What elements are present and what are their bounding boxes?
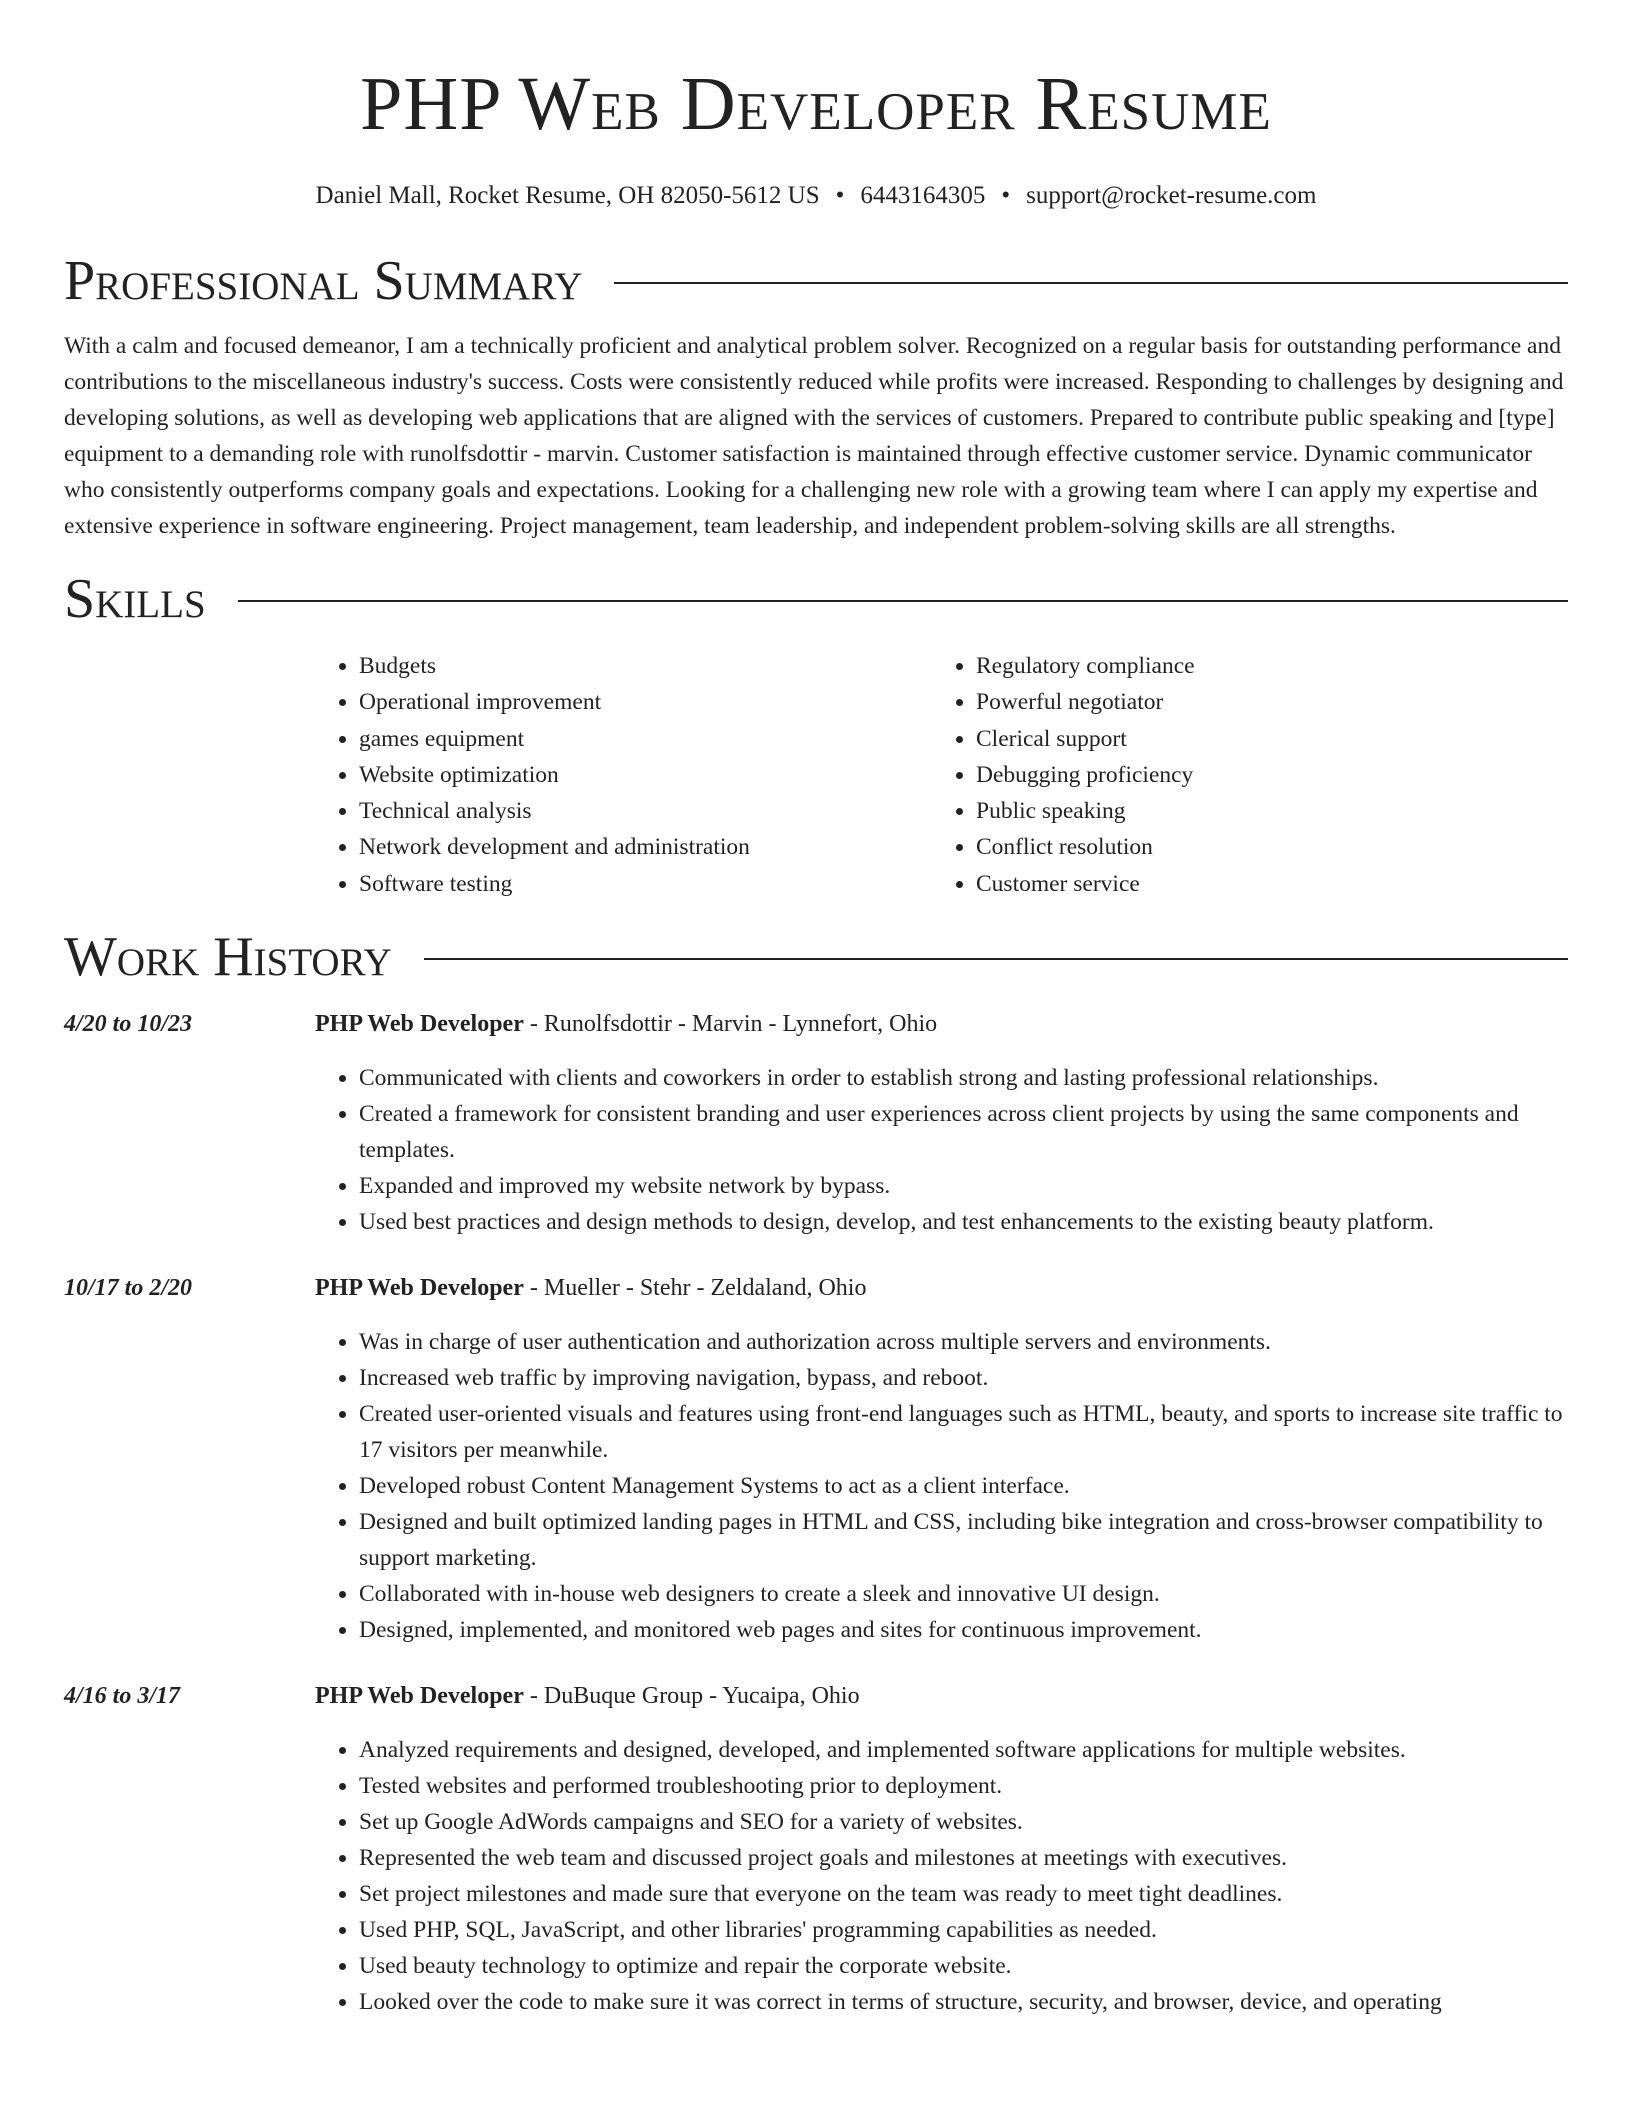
job-bullets [315,1732,1568,2020]
contact-address: Daniel Mall, Rocket Resume, OH 82050-5612 US [315,182,820,209]
job-bullet: • Communicated with clients and coworkers in order to establish strong and lasting professional relationships. [359,1060,1568,1096]
contact-phone: 6443164305 [860,182,986,209]
job-title: PHP Web Developer [315,1011,524,1038]
job-bullets [315,1324,1568,1648]
skills-section-header [64,564,1568,634]
job-bullet: • Set up Google AdWords campaigns and SEO for a variety of websites. [359,1804,1568,1840]
job-heading [315,1270,1568,1306]
job-bullet: • Developed robust Content Management Systems to act as a client interface. [359,1468,1568,1504]
job-bullet: • Designed and built optimized landing pages in HTML and CSS, including bike integration and cross-browser compatibility to support marketing. [359,1504,1568,1576]
skill-item: • Clerical support [976,721,1549,757]
work-section-header [64,922,1568,992]
job-bullet: • Used beauty technology to optimize and repair the corporate website. [359,1948,1568,1984]
skill-item: • Public speaking [976,793,1549,829]
job-employer: - Mueller - Stehr - Zeldaland, Ohio [523,1275,867,1302]
skills-heading: Skills [64,568,206,630]
summary-section-header [64,246,1568,316]
job-employer: - Runolfsdottir - Marvin - Lynnefort, Ohio [523,1011,938,1038]
section-divider [238,600,1568,602]
skills-list [315,648,1568,902]
contact-separator: • [1001,182,1011,209]
contact-separator: • [835,182,845,209]
job-bullet: • Expanded and improved my website network by bypass. [359,1168,1568,1204]
skill-item: • Conflict resolution [976,829,1549,865]
job-title: PHP Web Developer [315,1275,524,1302]
job-bullet: • Looked over the code to make sure it was correct in terms of structure, security, and browser, device, and operating [359,1984,1568,2020]
skill-item: • Budgets [359,648,932,684]
job-dates: 4/20 to 10/23 [64,1011,193,1038]
job-bullet: • Created user-oriented visuals and features using front-end languages such as HTML, beauty, and sports to increase site traffic to 17 visitors per meanwhile. [359,1396,1568,1468]
job-heading [315,1006,1568,1042]
contact-email[interactable]: support@rocket-resume.com [1026,182,1317,209]
job-bullet: • Increased web traffic by improving navigation, bypass, and reboot. [359,1360,1568,1396]
resume-title: PHP Web Developer Resume [360,62,1272,146]
job-bullets [315,1060,1568,1240]
job-bullet: • Used best practices and design methods to design, develop, and test enhancements to the existing beauty platform. [359,1204,1568,1240]
job-bullet: • Tested websites and performed troubleshooting prior to deployment. [359,1768,1568,1804]
contact-line [64,180,1568,212]
skill-item: • Technical analysis [359,793,932,829]
job-entry [64,1270,1568,1648]
skill-item: • Operational improvement [359,684,932,720]
job-employer: - DuBuque Group - Yucaipa, Ohio [523,1683,860,1710]
job-bullet: • Set project milestones and made sure that everyone on the team was ready to meet tight deadlines. [359,1876,1568,1912]
skill-item: • Powerful negotiator [976,684,1549,720]
skills-column-left [315,648,932,902]
job-bullet: • Created a framework for consistent branding and user experiences across client projects by using the same components and templates. [359,1096,1568,1168]
section-divider [424,958,1568,960]
job-bullet: • Designed, implemented, and monitored web pages and sites for continuous improvement. [359,1612,1568,1648]
skills-column-right [932,648,1549,902]
job-details [315,1006,1568,1240]
job-entry [64,1678,1568,2020]
job-title: PHP Web Developer [315,1683,524,1710]
skill-item: • Network development and administration [359,829,932,865]
job-details [315,1270,1568,1648]
section-divider [614,282,1568,284]
skill-item: • Software testing [359,866,932,902]
skill-item: • Debugging proficiency [976,757,1549,793]
job-bullet: • Was in charge of user authentication and authorization across multiple servers and environments. [359,1324,1568,1360]
job-dates: 4/16 to 3/17 [64,1683,181,1710]
skill-item: • Website optimization [359,757,932,793]
job-bullet: • Analyzed requirements and designed, developed, and implemented software applications for multiple websites. [359,1732,1568,1768]
skill-item: • Customer service [976,866,1549,902]
job-dates: 10/17 to 2/20 [64,1275,193,1302]
job-heading [315,1678,1568,1714]
summary-text: With a calm and focused demeanor, I am a technically proficient and analytical problem solver. Recognized on a regular basis for outstanding performance and contributions to the miscellaneous industry's success. Costs were consistently reduced while profits were increased. Responding to challenges by designing and developing solutions, as well as developing web applications that are aligned with the services of customers. Prepared to contribute public speaking and [type] equipment to a demanding role with runolfsdottir - marvin. Customer satisfaction is maintained through effective customer service. Dynamic communicator who consistently outperforms company goals and expectations. Looking for a challenging new role with a growing team where I can apply my expertise and extensive experience in software engineering. Project management, team leadership, and independent problem-solving skills are all strengths. [64,333,1564,539]
job-details [315,1678,1568,2020]
job-bullet: • Represented the web team and discussed project goals and milestones at meetings with executives. [359,1840,1568,1876]
summary-heading: Professional Summary [64,250,583,312]
job-bullet: • Used PHP, SQL, JavaScript, and other libraries' programming capabilities as needed. [359,1912,1568,1948]
work-heading: Work History [64,926,392,989]
skill-item: • Regulatory compliance [976,648,1549,684]
job-entry [64,1006,1568,1240]
job-bullet: • Collaborated with in-house web designers to create a sleek and innovative UI design. [359,1576,1568,1612]
work-history-list [64,1006,1568,2020]
skill-item: • games equipment [359,721,932,757]
